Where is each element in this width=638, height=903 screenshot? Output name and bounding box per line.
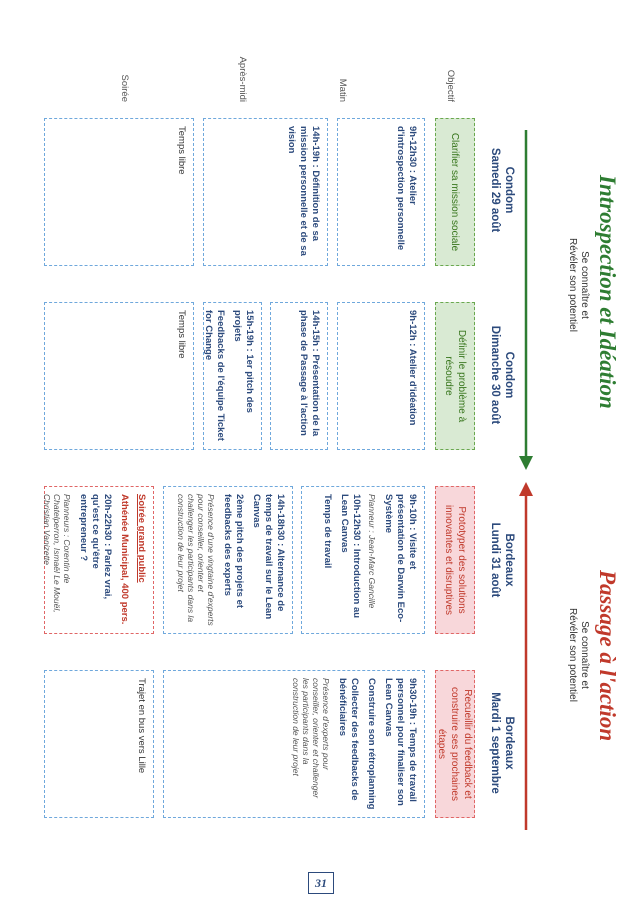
day-3-place: Bordeaux [503,533,515,587]
day-header-3 [488,485,516,635]
day-3-talk-text: 20h-22h30 : Parlez vrai, qu'est ce qu'être entrepreneur ? [78,494,113,600]
day-4-evening-text: Trajet en bus vers Lille [136,678,147,774]
subtitle-right-line1: Se connaître et [579,621,590,689]
day-4-date: Mardi 1 septembre [489,692,501,794]
day-3-planneur-text: Planneur : Jean-Marc Gancille [367,494,377,609]
day-3-morning [301,486,425,634]
day-2-afternoon-b [203,302,262,450]
day-3-date: Lundi 31 août [489,522,501,598]
day-1-afternoon-text: 14h-19h : Définition de sa mission personnelle et de sa vision [286,126,321,256]
day-1-afternoon [203,118,328,266]
day-header-2 [488,300,516,450]
title-left: Introspection et Idéation [595,175,620,409]
subtitle-right-line2: Révéler son potentiel [567,608,578,702]
day-3-work-text: Temps de travail [322,494,333,569]
page-number: 31 [308,872,334,894]
day-4-place: Bordeaux [503,716,515,770]
day-4-feedback-text: Collecter des feedbacks de bénéficiaires [337,678,360,801]
day-2-morning [337,302,425,450]
row-label-matin: Matin [337,78,348,102]
green-arrowhead [519,456,533,470]
day-3-afternoon [163,486,293,634]
day-2-evening [44,302,194,450]
day-2-date: Dimanche 30 août [489,325,501,425]
day-header-4 [488,668,516,818]
day-2-afternoon-a-text: 14h-15h : Présentation de la phase de Passage à l'action [298,310,321,437]
objective-4: Recueillir du feedback et construire ses prochaines étapes [435,670,475,818]
day-1-evening [44,118,194,266]
objective-3: Prototyper des solutions innovantes et disruptives [435,486,475,634]
day-3-experts-text: Présence d'une vingtaine d'experts pour conseiller, orienter et challenger les participants dans la construction de leur projet [176,494,216,626]
day-1-place: Condom [503,166,515,214]
day-2-place: Condom [503,351,515,399]
day-1-morning-text: 9h-12h30 : Atelier d'introspection personnelle [395,126,418,251]
subtitle-left-line2: Révéler son potentiel [567,238,578,332]
day-2-afternoon-a [270,302,328,450]
day-4-experts-text: Présence d'experts pour conseiller, orienter et challenger les participants dans la construction de leur projet [291,678,331,799]
row-label-soiree: Soirée [119,74,130,102]
day-4-retro-text: Construire son rétroplanning [366,678,377,810]
day-4-daytime [163,670,425,818]
day-2-morning-text: 9h-12h : Atelier d'idéation [407,310,418,426]
day-3-planneurs-text: Planneurs : Corentin de Chatelperron, Ismaël Le Mouël, Christian Vanizette [42,494,72,613]
subtitle-left-line1: Se connaître et [579,251,590,319]
day-2-pitch-text: 15h-19h : 1er pitch des projets [232,310,255,413]
day-2-feedback-text: Feedbacks de l'équipe Ticket for Change [203,310,226,441]
day-header-1 [488,115,516,265]
objective-1: Clarifier sa mission sociale [435,118,475,266]
day-3-evening [44,486,154,634]
day-3-visit-text: 9h-10h : Visite et présentation de Darwin Eco-Système [383,494,418,623]
day-3-lean-intro-text: 10h-12h30 : Introduction au Lean Canvas [339,494,362,619]
day-1-evening-text: Temps libre [176,126,187,175]
day-3-soiree-title: Soirée grand public [136,494,147,583]
day-1-date: Samedi 29 août [489,147,501,233]
row-label-apres-midi: Après-midi [237,56,248,102]
red-arrowhead [519,482,533,496]
day-4-evening [44,670,154,818]
day-3-venue-text: Athénée Municipal, 400 pers. [119,494,130,625]
objective-2: Définir le problème à résoudre [435,302,475,450]
day-1-morning [337,118,425,266]
day-2-evening-text: Temps libre [176,310,187,359]
day-4-work-text: 9h30-19h : Temps de travail personnel pour finaliser son Lean Canvas [383,678,418,806]
row-label-objectif: Objectif [445,69,456,102]
day-3-alternance-text: 14h-18h30 : Alternance de temps de travail sur le Lean Canvas [251,494,286,620]
title-right: Passage à l'action [595,570,620,742]
day-3-pitch2-text: 2ème pitch des projets et feedbacks des experts [222,494,245,609]
